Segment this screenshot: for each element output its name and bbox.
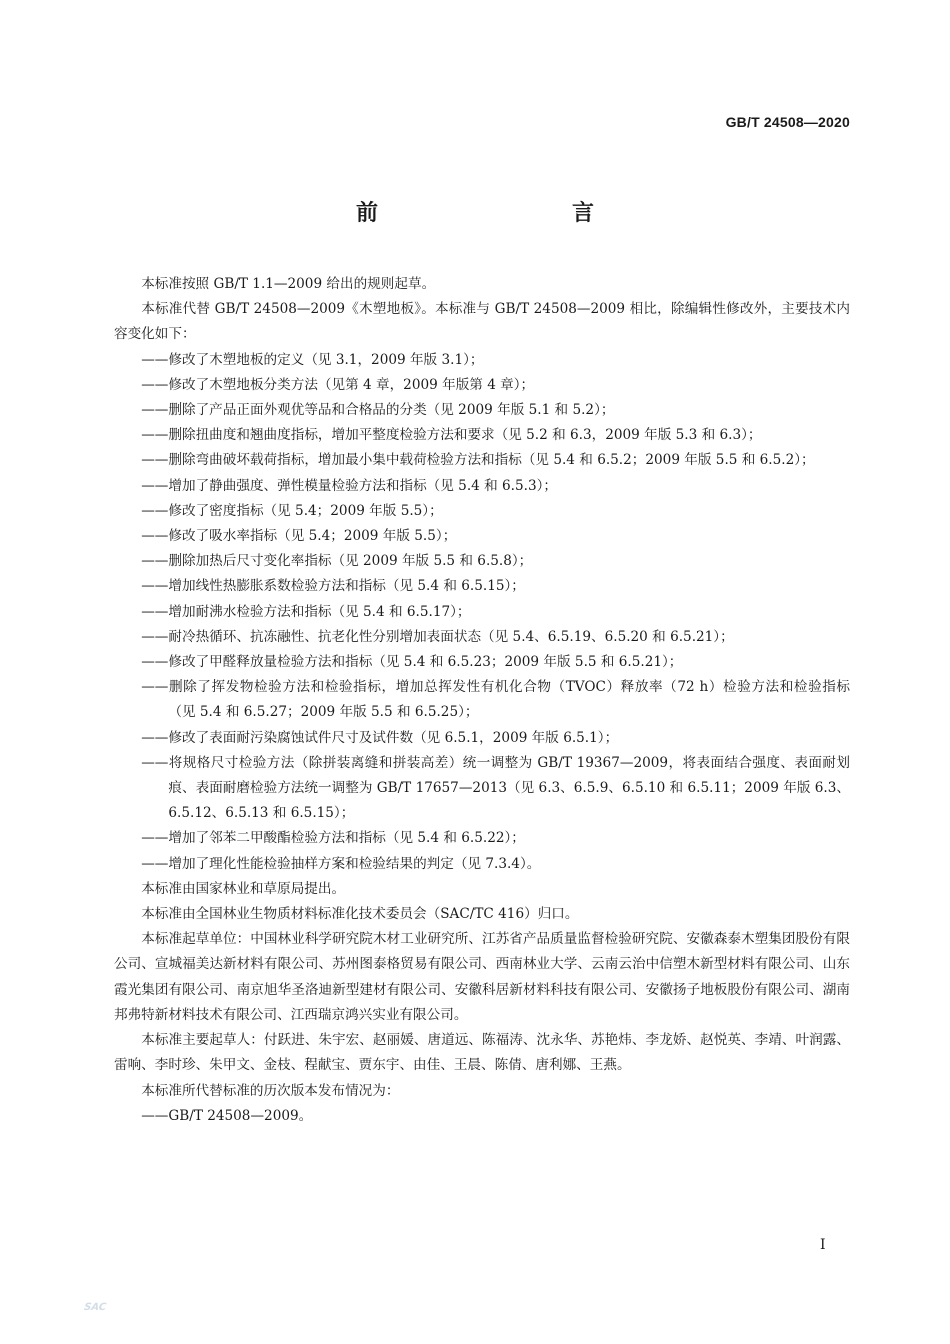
- paragraph: 本标准由全国林业生物质材料标准化技术委员会（SAC/TC 416）归口。: [141, 906, 579, 923]
- list-item: —— 耐冷热循环、抗冻融性、抗老化性分别增加表面状态（见 5.4、6.5.19、6.5.20 和 6.5.21）；: [114, 625, 850, 650]
- paragraph: 本标准主要起草人：付跃进、朱宇宏、赵丽媛、唐道远、陈福涛、沈永华、苏艳炜、李龙娇、赵悦英、李靖、叶润露、雷响、李时珍、朱甲文、金枝、程献宝、贾东宇、由佳、王晨、陈倩、唐利娜、王燕。: [114, 1032, 850, 1074]
- document-body: [114, 272, 850, 1129]
- paragraph: 本标准所代替标准的历次版本发布情况为：: [141, 1082, 400, 1099]
- history-list: [114, 1104, 850, 1129]
- list-item: —— 修改了密度指标（见 5.4；2009 年版 5.5）；: [114, 499, 850, 524]
- list-item: —— 删除了挥发物检验方法和检验指标，增加总挥发性有机化合物（TVOC）释放率（72 h）检验方法和检验指标（见 5.4 和 6.5.27；2009 年版 5.5 和 6.5.25）；: [114, 675, 850, 725]
- list-item: —— 修改了木塑地板的定义（见 3.1，2009 年版 3.1）；: [114, 348, 850, 373]
- list-item: —— 修改了表面耐污染腐蚀试件尺寸及试件数（见 6.5.1，2009 年版 6.5.1）；: [114, 726, 850, 751]
- page-number: I: [820, 1237, 826, 1253]
- list-item: —— 删除了产品正面外观优等品和合格品的分类（见 2009 年版 5.1 和 5.2）；: [114, 398, 850, 423]
- list-item: —— 修改了甲醛释放量检验方法和指标（见 5.4 和 6.5.23；2009 年版 5.5 和 6.5.21）；: [114, 650, 850, 675]
- paragraph: 本标准起草单位：中国林业科学研究院木材工业研究所、江苏省产品质量监督检验研究院、安徽森泰木塑集团股份有限公司、宣城福美达新材料有限公司、苏州图泰格贸易有限公司、西南林业大学、云南云治中信塑木新型材料有限公司、山东霞光集团有限公司、南京旭华圣洛迪新型建材有限公司、安徽科居新材料科技有限公司、安徽扬子地板股份有限公司、湖南邦弗特新材料技术有限公司、江西瑞京鸿兴实业有限公司。: [114, 931, 850, 1023]
- paragraph: 本标准代替 GB/T 24508—2009《木塑地板》。本标准与 GB/T 24508—2009 相比，除编辑性修改外，主要技术内容变化如下：: [114, 301, 850, 343]
- list-item: —— 增加了静曲强度、弹性模量检验方法和指标（见 5.4 和 6.5.3）；: [114, 474, 850, 499]
- list-item: —— 增加了邻苯二甲酸酯检验方法和指标（见 5.4 和 6.5.22）；: [114, 826, 850, 851]
- list-item: —— 删除扭曲度和翘曲度指标，增加平整度检验方法和要求（见 5.2 和 6.3，2009 年版 5.3 和 6.3）；: [114, 423, 850, 448]
- paragraph: 本标准由国家林业和草原局提出。: [141, 880, 346, 897]
- list-item: —— 删除加热后尺寸变化率指标（见 2009 年版 5.5 和 6.5.8）；: [114, 549, 850, 574]
- list-item: —— 增加线性热膨胀系数检验方法和指标（见 5.4 和 6.5.15）；: [114, 574, 850, 599]
- list-item: —— 将规格尺寸检验方法（除拼装离缝和拼装高差）统一调整为 GB/T 19367—2009，将表面结合强度、表面耐划痕、表面耐磨检验方法统一调整为 GB/T 17657—2013（见 6.3、6.5.9、6.5.10 和 6.5.11；2009 年版 6.3、6.5.12、6.5.13 和 6.5.15）；: [114, 751, 850, 827]
- list-item: —— 增加耐沸水检验方法和指标（见 5.4 和 6.5.17）；: [114, 600, 850, 625]
- changes-list: [114, 348, 850, 877]
- list-item: —— 修改了吸水率指标（见 5.4；2009 年版 5.5）；: [114, 524, 850, 549]
- standard-code: GB/T 24508—2020: [725, 114, 850, 130]
- list-item: —— 修改了木塑地板分类方法（见第 4 章，2009 年版第 4 章）；: [114, 373, 850, 398]
- sac-logo-icon: SAC: [83, 1302, 107, 1313]
- list-item: —— 删除弯曲破坏载荷指标，增加最小集中载荷检验方法和指标（见 5.4 和 6.5.2；2009 年版 5.5 和 6.5.2）；: [114, 448, 850, 473]
- list-item: —— GB/T 24508—2009。: [114, 1104, 850, 1129]
- page-title: 前 言: [355, 201, 644, 226]
- list-item: —— 增加了理化性能检验抽样方案和检验结果的判定（见 7.3.4）。: [114, 852, 850, 877]
- paragraph: 本标准按照 GB/T 1.1—2009 给出的规则起草。: [141, 276, 436, 292]
